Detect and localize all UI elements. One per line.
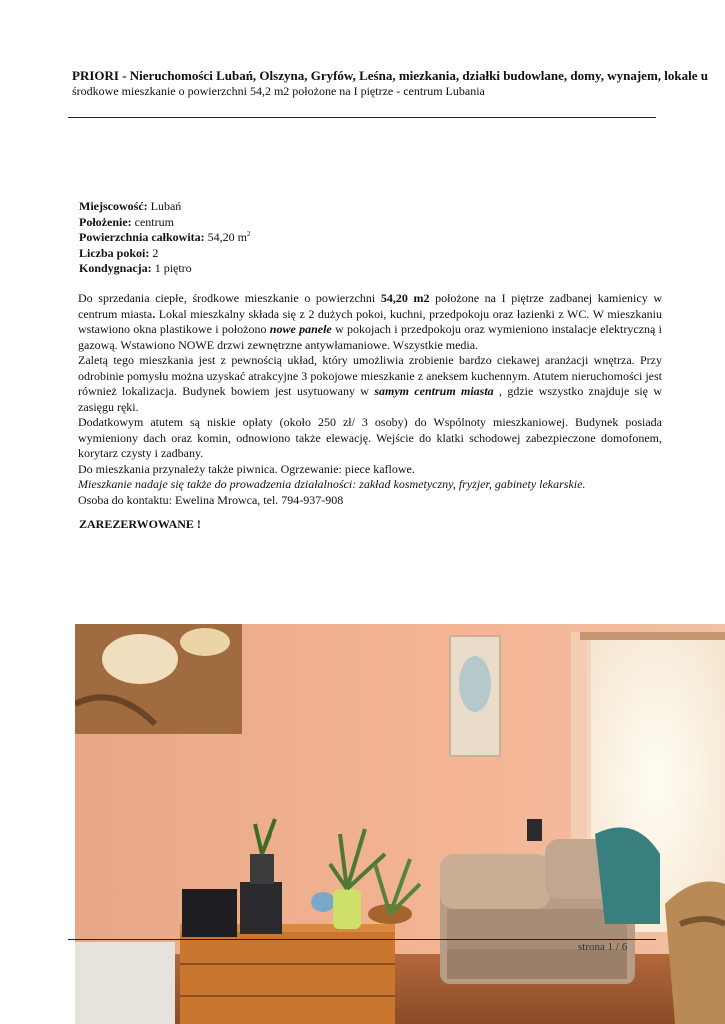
detail-value: 2: [152, 245, 159, 260]
detail-rooms: [79, 246, 251, 262]
detail-label: Kondygnacja:: [79, 261, 152, 275]
detail-label: Powierzchnia całkowita:: [79, 230, 205, 244]
page-title: PRIORI - Nieruchomości Lubań, Olszyna, Gryfów, Leśna, miezkania, działki budowlane, domy, wynajem, lokale u: [72, 68, 708, 83]
footer-divider: [68, 939, 656, 940]
text-run-bold: 54,20 m2: [380, 291, 430, 305]
contact-line: Osoba do kontaktu: Ewelina Mrowca, tel. 794-937-908: [78, 492, 344, 507]
property-details: [79, 199, 251, 277]
description-paragraph: [72, 291, 662, 353]
text-run: Do sprzedania ciepłe, środkowe mieszkanie o powierzchni: [78, 291, 381, 305]
detail-label: Miejscowość:: [79, 199, 148, 213]
page-number: strona 1 / 6: [578, 941, 628, 953]
detail-value: centrum: [134, 214, 174, 229]
text-run: Lokal mieszkalny składa się z 2 dużych pokoi, kuchni, przedpokoju oraz łazienki z WC. W mieszkaniu wstawiono okna plastikowe i położono: [78, 306, 662, 336]
header-divider: [68, 117, 656, 118]
description-paragraph: Dodatkowym atutem są niskie opłaty (około 250 zł/ 3 osoby) do Wspólnoty mieszkaniowej. Budynek posiada wymieniony dach oraz komin, odnowiono także elewację. Wejście do klatki schodowej zabezpieczone domofonem, korytarz czysty i zadbany.: [78, 415, 662, 460]
text-run-bold-italic: samym centrum miasta: [374, 384, 494, 398]
reserved-notice: ZAREZERWOWANE !: [79, 517, 201, 531]
page-subtitle: środkowe mieszkanie o powierzchni 54,2 m2 położone na I piętrze - centrum Lubania: [72, 84, 485, 98]
text-run: położone na I piętrze zadbanej kamienicy w centrum miasta: [78, 291, 662, 321]
detail-value: 1 piętro: [154, 261, 192, 275]
apartment-photo: [75, 624, 725, 1024]
detail-label: Liczba pokoi:: [79, 245, 150, 260]
text-run-bold-italic: nowe panele: [269, 322, 332, 336]
text-run-bold: .: [152, 306, 156, 321]
detail-unit-superscript: 2: [247, 230, 251, 238]
description-paragraph: Mieszkanie nadaje się także do prowadzenia działalności: zakład kosmetyczny, fryzjer, gabinety lekarskie.: [78, 477, 586, 491]
document-header: [72, 68, 725, 99]
detail-value: 54,20 m: [207, 230, 247, 244]
property-description: [72, 291, 662, 508]
text-run: , gdzie wszystko znajduje się w zasięgu ręki.: [78, 384, 662, 414]
text-run: Zaletą tego mieszkania jest z pewnością układ, który umożliwia zrobienie bardzo ciekawej aranżacji wnętrza. Przy odrobinie pomysłu można uzyskać atrakcyjne 3 pokojowe mieszkanie z aneksem kuchennym. Atutem nieruchomości jest również lokalizacja. Budynek bowiem jest usytuowany w: [78, 353, 662, 398]
text-run: w pokojach i przedpokoju oraz wymieniono instalacje elektryczną i gazową. Wstawiono NOWE drzwi zewnętrzne antywłamaniowe. Wszystkie media.: [78, 322, 662, 352]
description-paragraph: Do mieszkania przynależy także piwnica. Ogrzewanie: piece kaflowe.: [78, 461, 415, 476]
detail-label: Położenie:: [79, 214, 132, 229]
detail-location: [79, 199, 251, 215]
detail-value: Lubań: [150, 199, 182, 213]
detail-position: [79, 215, 251, 231]
detail-floor: [79, 261, 251, 277]
detail-area: [79, 230, 251, 246]
description-paragraph: [72, 353, 662, 415]
